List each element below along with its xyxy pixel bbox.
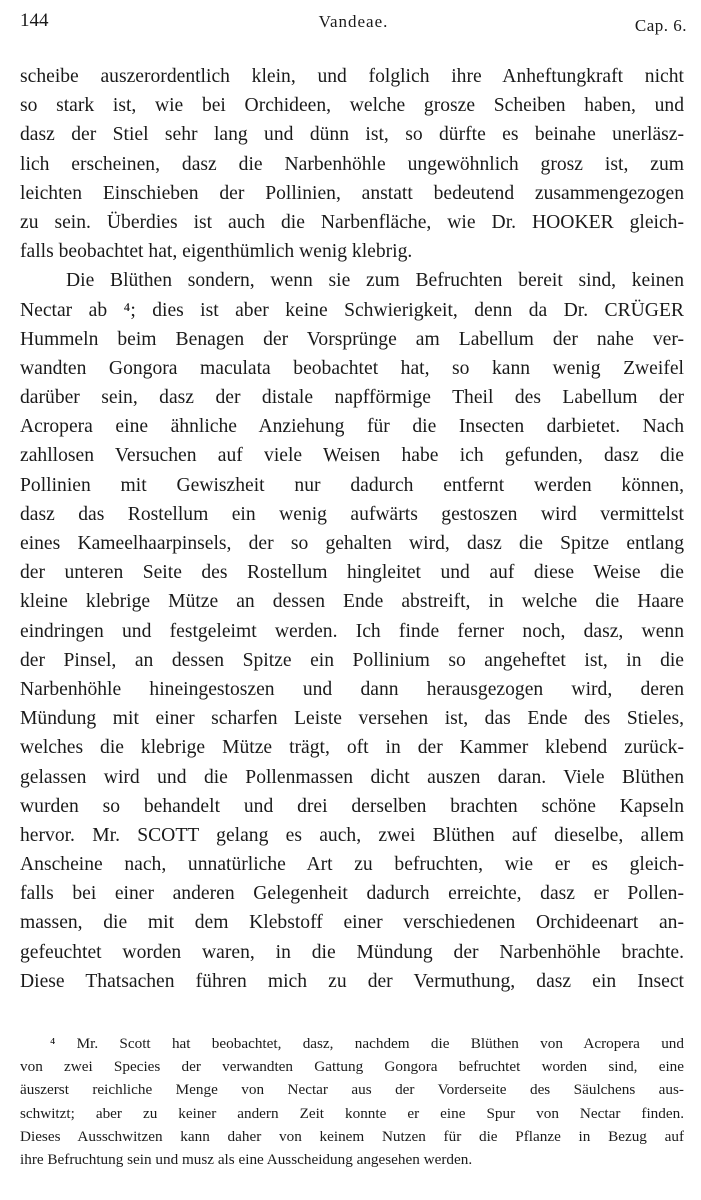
- body-line: kleine klebrige Mütze an dessen Ende abstreift, in welche die Haare: [20, 591, 684, 613]
- body-line: zahllosen Versuchen auf viele Weisen habe ich gefunden, dasz die: [20, 445, 684, 467]
- footnote-line: von zwei Species der verwandten Gattung Gongora befruchtet worden sind, eine: [20, 1058, 684, 1076]
- body-line: wurden so behandelt und drei derselben brachten schöne Kapseln: [20, 795, 684, 817]
- body-line: hervor. Mr. SCOTT gelang es auch, zwei Blüthen auf dieselbe, allem: [20, 824, 684, 846]
- body-line: lich erscheinen, dasz die Narbenhöhle ungewöhnlich grosz ist, zum: [20, 153, 684, 175]
- footnotes: [20, 1032, 684, 1171]
- body-line: Diese Thatsachen führen mich zu der Vermuthung, dasz ein Insect: [20, 970, 684, 992]
- footnote-line: ⁴ Mr. Scott hat beobachtet, dasz, nachdem die Blüthen von Acropera und: [50, 1035, 684, 1052]
- body-line: dasz der Stiel sehr lang und dünn ist, so dürfte es beinahe unerläsz-: [20, 124, 684, 146]
- body-line: Acropera eine ähnliche Anziehung für die Insecten darbietet. Nach: [20, 416, 684, 438]
- running-title: Vandeae.: [318, 12, 389, 31]
- body-line: Pollinien mit Gewiszheit nur dadurch entfernt werden können,: [20, 474, 684, 496]
- body-line: eines Kameelhaarpinsels, der so gehalten wird, dasz die Spitze entlang: [20, 533, 684, 554]
- body-line: Hummeln beim Benagen der Vorsprünge am Labellum der nahe ver-: [20, 328, 684, 350]
- footnote-line: Dieses Ausschwitzen kann daher von keinem Nutzen für die Pflanze in Bezug auf: [20, 1127, 684, 1145]
- body-line: Anscheine nach, unnatürliche Art zu befruchten, wie er es gleich-: [20, 854, 684, 876]
- body-line: so stark ist, wie bei Orchideen, welche grosze Scheiben haben, und: [20, 95, 684, 117]
- body-line: wandten Gongora maculata beobachtet hat, so kann wenig Zweifel: [20, 357, 684, 379]
- body-line: gelassen wird und die Pollenmassen dicht auszen daran. Viele Blüthen: [20, 766, 684, 788]
- page-number: 144: [20, 10, 49, 31]
- body-line: gefeuchtet worden waren, in die Mündung der Narbenhöhle brachte.: [20, 941, 684, 963]
- body-line: Narbenhöhle hineingestoszen und dann herausgezogen wird, deren: [20, 678, 684, 700]
- body-line: Nectar ab ⁴; dies ist aber keine Schwierigkeit, denn da Dr. CRÜGER: [20, 299, 684, 321]
- body-line: welches die klebrige Mütze trägt, oft in der Kammer klebend zurück-: [20, 737, 684, 759]
- body-line: der unteren Seite des Rostellum hingleitet und auf diese Weise die: [20, 562, 684, 584]
- body-text: [20, 62, 684, 996]
- body-line: Mündung mit einer scharfen Leiste versehen ist, das Ende des Stieles,: [20, 708, 684, 730]
- body-line: falls beobachtet hat, eigenthümlich wenig klebrig.: [20, 241, 413, 263]
- body-line: eindringen und festgeleimt werden. Ich finde ferner noch, dasz, wenn: [20, 620, 684, 642]
- footnote-line: äuszerst reichliche Menge von Nectar aus der Vorderseite des Säulchens aus-: [20, 1081, 684, 1099]
- body-line: massen, die mit dem Klebstoff einer verschiedenen Orchideenart an-: [20, 912, 684, 934]
- body-line: darüber sein, dasz der distale napfförmige Theil des Labellum der: [20, 387, 684, 409]
- body-line: falls bei einer anderen Gelegenheit dadurch erreichte, dasz er Pollen-: [20, 883, 684, 905]
- body-line: zu sein. Überdies ist auch die Narbenfläche, wie Dr. HOOKER gleich-: [20, 211, 684, 233]
- body-line: der Pinsel, an dessen Spitze ein Pollinium so angeheftet ist, in die: [20, 649, 684, 671]
- body-line: scheibe auszerordentlich klein, und folglich ihre Anheftungkraft nicht: [20, 66, 684, 87]
- chapter-label: Cap. 6.: [634, 16, 687, 35]
- page-header: [20, 10, 687, 40]
- body-line: Die Blüthen sondern, wenn sie zum Befruchten bereit sind, keinen: [66, 270, 684, 292]
- body-line: leichten Einschieben der Pollinien, anstatt bedeutend zusammengezogen: [20, 182, 684, 204]
- body-line: dasz das Rostellum ein wenig aufwärts gestoszen wird vermittelst: [20, 503, 684, 525]
- footnote-line: schwitzt; aber zu keiner andern Zeit konnte er eine Spur von Nectar finden.: [20, 1104, 684, 1122]
- footnote-line: ihre Befruchtung sein und musz als eine Ausscheidung angesehen werden.: [20, 1150, 473, 1168]
